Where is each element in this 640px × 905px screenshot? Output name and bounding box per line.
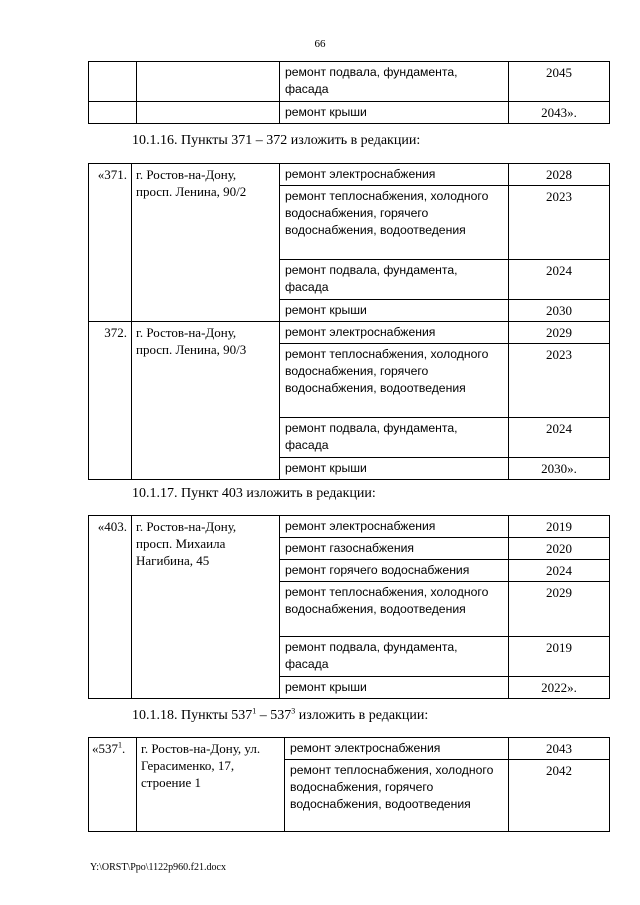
num-sup: 1 xyxy=(118,740,122,750)
work-cell: ремонт теплоснабжения, холодного водоснабжения, водоотведения xyxy=(280,582,509,637)
year-cell: 2029 xyxy=(509,582,610,637)
num-cell: «403. xyxy=(89,516,132,699)
heading-sup-1: 1 xyxy=(252,706,257,716)
year-cell: 2024 xyxy=(509,418,610,458)
work-cell: ремонт теплоснабжения, холодного водоснабжения, горячего водоснабжения, водоотведения xyxy=(280,186,509,260)
year-cell: 2028 xyxy=(509,164,610,186)
work-cell: ремонт электроснабжения xyxy=(285,738,509,760)
work-cell: ремонт подвала, фундамента, фасада xyxy=(280,637,509,677)
address-cell xyxy=(137,102,280,124)
section-heading-10-1-16: 10.1.16. Пункты 371 – 372 изложить в редакции: xyxy=(132,133,421,148)
table-537 xyxy=(88,737,610,832)
work-cell: ремонт крыши xyxy=(280,300,509,322)
page-number: 66 xyxy=(314,38,326,50)
work-cell: ремонт электроснабжения xyxy=(280,322,509,344)
address-cell: г. Ростов-на-Дону, просп. Михаила Нагибина, 45 xyxy=(132,516,280,699)
address-cell: г. Ростов-на-Дону, просп. Ленина, 90/3 xyxy=(132,322,280,480)
work-cell: ремонт электроснабжения xyxy=(280,164,509,186)
num-cell: 372. xyxy=(89,322,132,480)
heading-prefix: 10.1.18. Пункты 537 xyxy=(132,708,253,723)
year-cell: 2029 xyxy=(509,322,610,344)
year-cell: 2022». xyxy=(509,677,610,699)
heading-sup-2: 3 xyxy=(291,706,296,716)
table-403 xyxy=(88,515,610,699)
table-row xyxy=(89,322,610,344)
num-cell xyxy=(89,102,137,124)
year-cell: 2045 xyxy=(509,62,610,102)
table-row xyxy=(89,738,610,760)
table-371-372 xyxy=(88,163,610,480)
work-cell: ремонт крыши xyxy=(280,677,509,699)
table-continuation xyxy=(88,61,610,124)
work-cell: ремонт теплоснабжения, холодного водоснабжения, горячего водоснабжения, водоотведения xyxy=(285,760,509,832)
work-cell: ремонт крыши xyxy=(280,458,509,480)
table-row xyxy=(89,62,610,102)
address-cell: г. Ростов-на-Дону, ул. Герасименко, 17, строение 1 xyxy=(137,738,285,832)
heading-dash: – 537 xyxy=(256,708,292,723)
work-cell: ремонт крыши xyxy=(280,102,509,124)
num-text: «537 xyxy=(92,741,118,756)
footer-file-path: Y:\ORST\Ppo\1122p960.f21.docx xyxy=(90,862,226,873)
year-cell: 2020 xyxy=(509,538,610,560)
section-heading-10-1-17: 10.1.17. Пункт 403 изложить в редакции: xyxy=(132,486,376,501)
address-cell xyxy=(137,62,280,102)
year-cell: 2019 xyxy=(509,516,610,538)
work-cell: ремонт газоснабжения xyxy=(280,538,509,560)
num-cell xyxy=(89,738,137,832)
year-cell: 2043». xyxy=(509,102,610,124)
year-cell: 2024 xyxy=(509,560,610,582)
year-cell: 2030 xyxy=(509,300,610,322)
table-row xyxy=(89,516,610,538)
year-cell: 2023 xyxy=(509,186,610,260)
table-row xyxy=(89,164,610,186)
work-cell: ремонт электроснабжения xyxy=(280,516,509,538)
heading-suffix: изложить в редакции: xyxy=(295,708,429,723)
work-cell: ремонт подвала, фундамента, фасада xyxy=(280,418,509,458)
table-row xyxy=(89,102,610,124)
section-heading-10-1-18 xyxy=(132,708,428,724)
work-cell: ремонт подвала, фундамента, фасада xyxy=(280,260,509,300)
address-cell: г. Ростов-на-Дону, просп. Ленина, 90/2 xyxy=(132,164,280,322)
year-cell: 2023 xyxy=(509,344,610,418)
work-cell: ремонт горячего водоснабжения xyxy=(280,560,509,582)
num-cell: «371. xyxy=(89,164,132,322)
year-cell: 2043 xyxy=(509,738,610,760)
year-cell: 2019 xyxy=(509,637,610,677)
year-cell: 2030». xyxy=(509,458,610,480)
num-dot: . xyxy=(122,741,126,756)
work-cell: ремонт подвала, фундамента, фасада xyxy=(280,62,509,102)
year-cell: 2024 xyxy=(509,260,610,300)
year-cell: 2042 xyxy=(509,760,610,832)
work-cell: ремонт теплоснабжения, холодного водоснабжения, горячего водоснабжения, водоотведения xyxy=(280,344,509,418)
num-cell xyxy=(89,62,137,102)
